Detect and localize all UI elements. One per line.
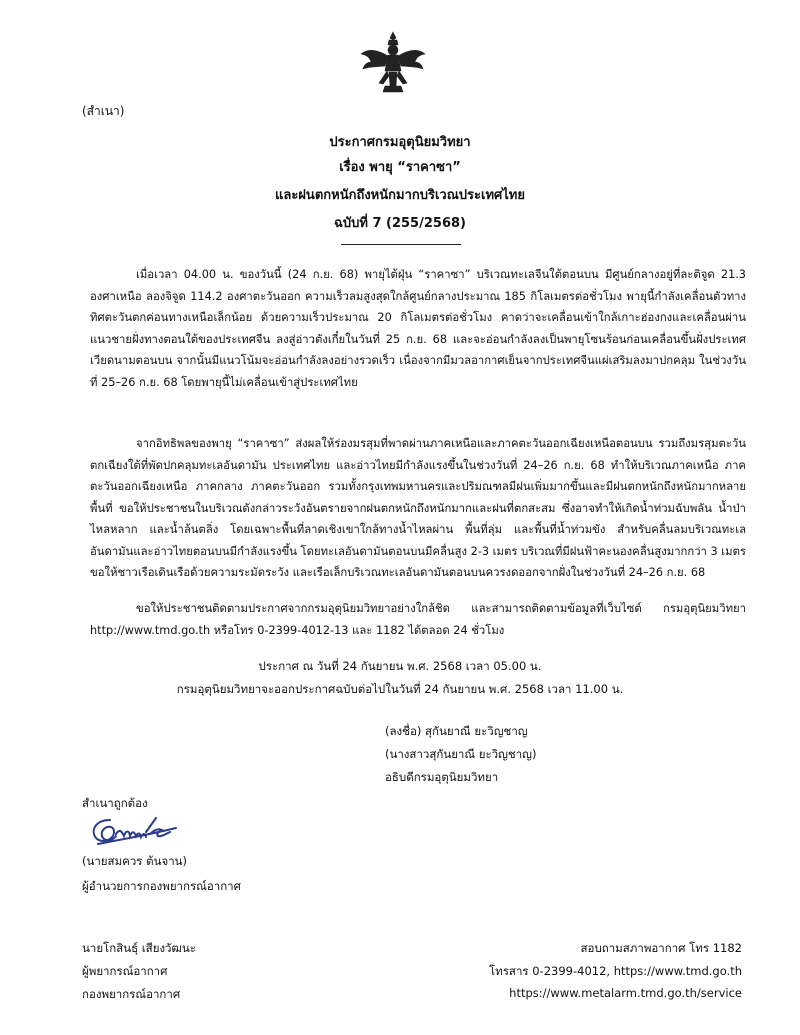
- paragraph-rain-impact: [90, 433, 746, 584]
- signer-full-name: (นางสาวสุกันยาณี ยะวิญชาญ): [385, 747, 537, 761]
- fax-and-website: โทรสาร 0-2399-4012, https://www.tmd.go.th: [489, 964, 742, 978]
- forecaster-name: นายโกสินธุ์ เสียงวัฒนะ: [82, 941, 196, 955]
- signer-position: อธิบดีกรมอุตุนิยมวิทยา: [385, 770, 499, 784]
- garuda-emblem-icon: [358, 28, 428, 98]
- forecaster-role: ผู้พยากรณ์อากาศ: [82, 964, 168, 978]
- signer-signed: (ลงชื่อ) สุกันยาณี ยะวิญชาญ: [385, 724, 528, 738]
- announcement-title: ประกาศกรมอุตุนิยมวิทยา: [329, 135, 471, 150]
- paragraph-text: จากอิทธิพลของพายุ “ราคาซา” ส่งผลให้ร่องมรสุมที่พาดผ่านภาคเหนือและภาคตะวันออกเฉียงเหนือตอนบน รวมถึงมรสุมตะวันตกเฉียงใต้ที่พัดปกคลุมทะเลอันดามัน ประเทศไทย และอ่าวไทยมีกำลังแรงขึ้นในช่วงวันที่ 24–26 ก.ย. 68 ทำให้บริเวณภาคเหนือ ภาคตะวันออกเฉียงเหนือ ภาคกลาง ภาคตะวันออก รวมทั้งกรุงเทพมหานครและปริมณฑลมีฝนเพิ่มมากขึ้นและมีฝนตกหนักถึงหนักมากหลายพื้นที่ ขอให้ประชาชนในบริเวณดังกล่าวระวังอันตรายจากฝนตกหนักถึงหนักมากและฝนที่ตกสะสม ซึ่งอาจทำให้เกิดน้ำท่วมฉับพลัน น้ำป่าไหลหลาก และน้ำล้นตลิ่ง โดยเฉพาะพื้นที่ลาดเชิงเขาใกล้ทางน้ำไหลผ่าน พื้นที่ลุ่ม และพื้นที่น้ำท่วมขัง สำหรับคลื่นลมบริเวณทะเลอันดามันและอ่าวไทยตอนบนมีกำลังแรงขึ้น โดยทะเลอันดามันตอนบนมีคลื่นสูง 2-3 เมตร บริเวณที่มีฝนฟ้าคะนองคลื่นสูงมากกว่า 3 เมตร ขอให้ชาวเรือเดินเรือด้วยความระมัดระวัง และเรือเล็กบริเวณทะเลอันดามันตอนบนควรงดออกจากฝั่งในช่วงวันที่ 24–26 ก.ย. 68: [90, 437, 746, 579]
- next-issue-notice: กรมอุตุนิยมวิทยาจะออกประกาศฉบับต่อไปในวันที่ 24 กันยายน พ.ศ. 2568 เวลา 11.00 น.: [176, 682, 624, 696]
- paragraph-follow-updates: [90, 598, 746, 641]
- paragraph-text: ขอให้ประชาชนติดตามประกาศจากกรมอุตุนิยมวิทยาอย่างใกล้ชิด และสามารถติดตามข้อมูลที่เว็บไซต์ กรมอุตุนิยมวิทยา http://www.tmd.go.th หรือโทร 0-2399-4012-13 และ 1182 ได้ตลอด 24 ชั่วโมง: [90, 602, 746, 637]
- announced-date: ประกาศ ณ วันที่ 24 กันยายน พ.ศ. 2568 เวลา 05.00 น.: [258, 659, 542, 673]
- paragraph-text: เมื่อเวลา 04.00 น. ของวันนี้ (24 ก.ย. 68) พายุไต้ฝุ่น “ราคาซา” บริเวณทะเลจีนใต้ตอนบน มีศูนย์กลางอยู่ที่ละติจูด 21.3 องศาเหนือ ลองจิจูด 114.2 องศาตะวันออก ความเร็วลมสูงสุดใกล้ศูนย์กลางประมาณ 185 กิโลเมตรต่อชั่วโมง พายุนี้กำลังเคลื่อนตัวทางทิศตะวันตกค่อนทางเหนือเล็กน้อย ด้วยความเร็วประมาณ 20 กิโลเมตรต่อชั่วโมง คาดว่าจะเคลื่อนเข้าใกล้เกาะฮ่องกงและเคลื่อนผ่านแนวชายฝั่งทางตอนใต้ของประเทศจีน ลงสู่อ่าวตังเกี๋ยในวันที่ 25 ก.ย. 68 และจะอ่อนกำลังลงเป็นพายุโซนร้อนก่อนเคลื่อนขึ้นฝั่งประเทศเวียดนามตอนบน จากนั้นมีแนวโน้มจะอ่อนกำลังลงอย่างรวดเร็ว เนื่องจากมีมวลอากาศเย็นจากประเทศจีนแผ่เสริมลงมาปกคลุม ในช่วงวันที่ 25–26 ก.ย. 68 โดยพายุนี้ไม่เคลื่อนเข้าสู่ประเทศไทย: [90, 268, 746, 389]
- announcement-subject-line2: และฝนตกหนักถึงหนักมากบริเวณประเทศไทย: [274, 188, 525, 203]
- announcement-subject: เรื่อง พายุ “ราคาซา”: [339, 160, 461, 175]
- paragraph-storm-status: [90, 264, 746, 393]
- title-divider: [341, 244, 461, 245]
- copy-mark: (สำเนา): [82, 104, 125, 118]
- issue-number: ฉบับที่ 7 (255/2568): [334, 216, 466, 231]
- certifier-position: ผู้อำนวยการกองพยากรณ์อากาศ: [82, 879, 241, 893]
- metalarm-link[interactable]: https://www.metalarm.tmd.go.th/service: [509, 986, 742, 1000]
- certifier-name: (นายสมควร ต้นจาน): [82, 854, 187, 868]
- weather-hotline: สอบถามสภาพอากาศ โทร 1182: [580, 941, 742, 955]
- handwritten-signature-icon: [88, 810, 180, 850]
- forecaster-division: กองพยากรณ์อากาศ: [82, 987, 181, 1001]
- certified-copy-label: สำเนาถูกต้อง: [82, 796, 148, 810]
